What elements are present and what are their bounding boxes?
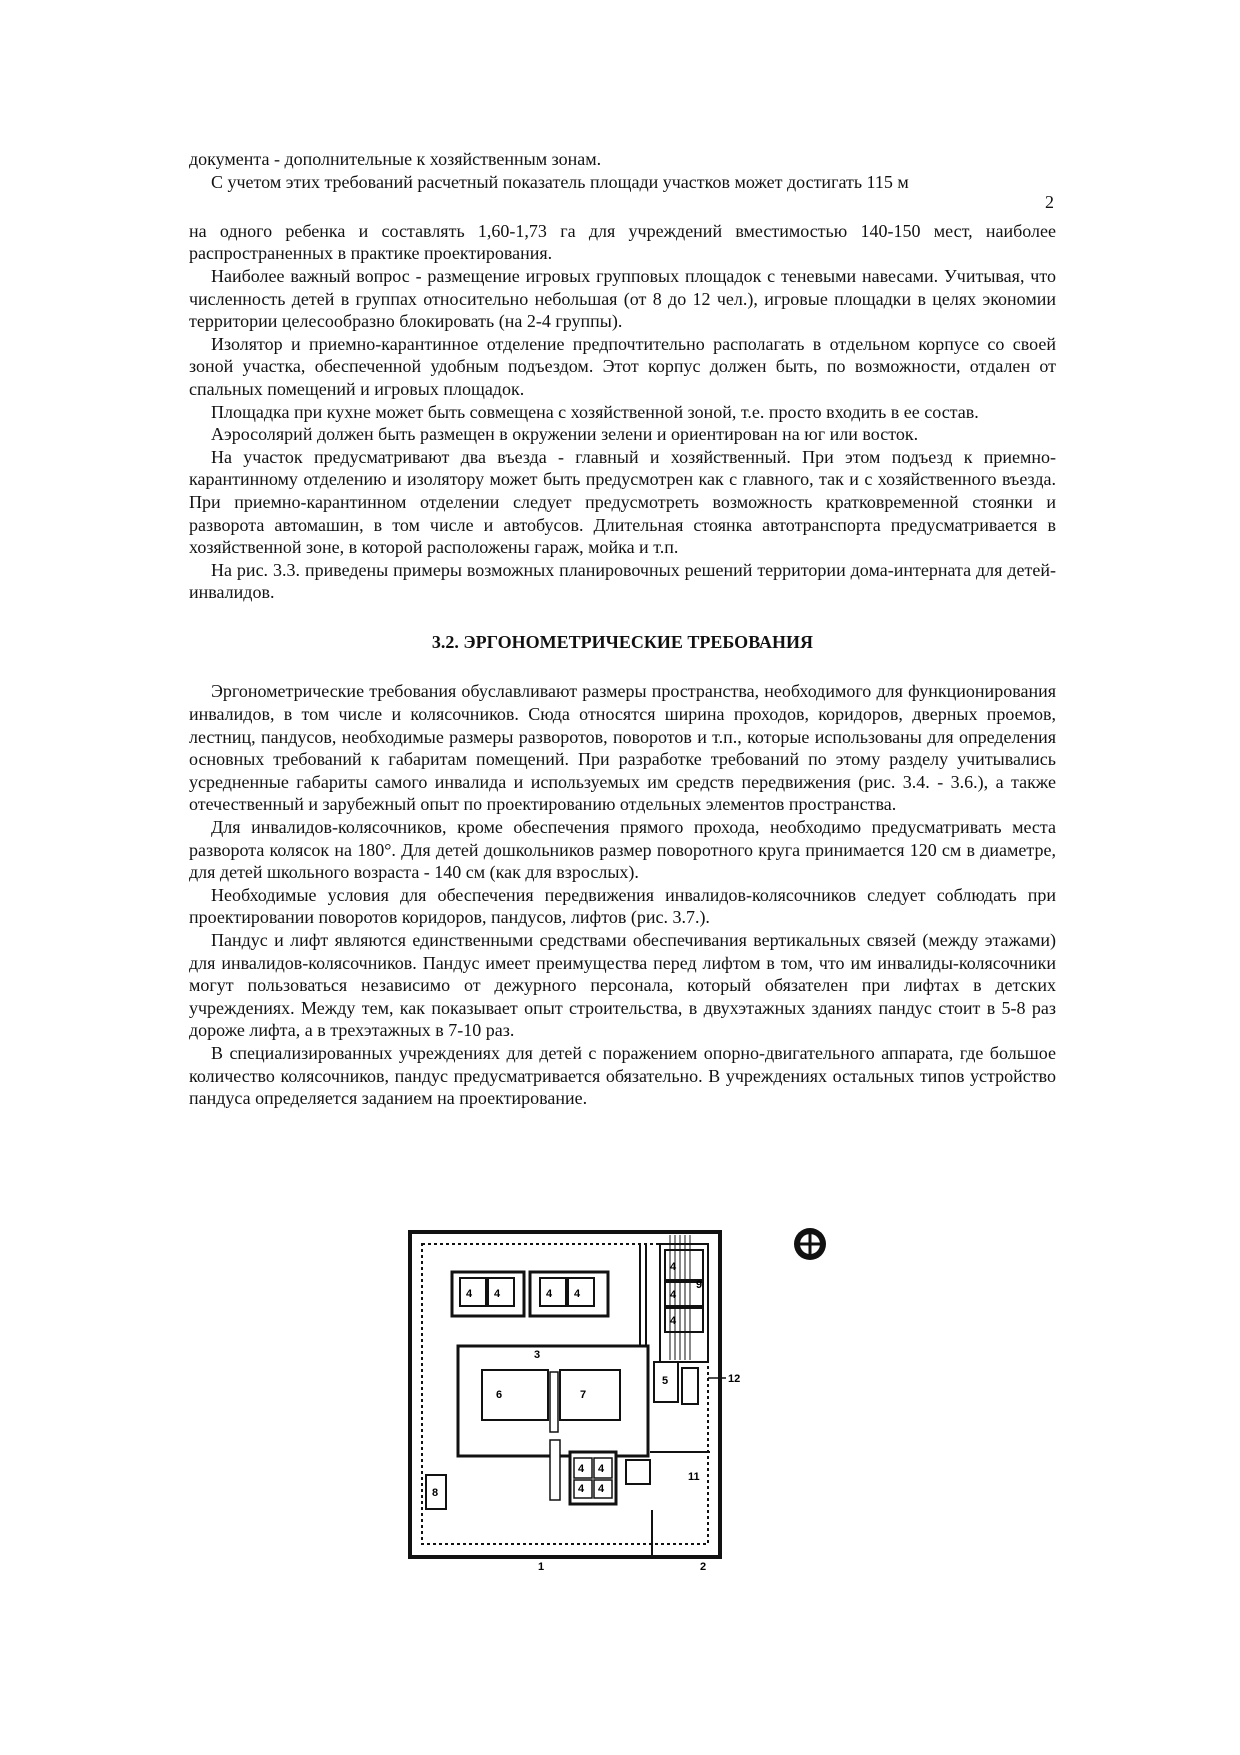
paragraph: На рис. 3.3. приведены примеры возможных планировочных решений территории дома-интерната для детей-инвалидов. [189,559,1056,603]
paragraph: Пандус и лифт являются единственными средствами обеспечивания вертикальных связей (между этажами) для инвалидов-колясочников. Пандус имеет преимущества перед лифтом в том, что им инвалиды-колясочники могут пользоваться независимо от дежурного персонала, который обязателен при лифтах в детских учреждениях. Между тем, как показывает опыт строительства, в двухэтажных зданиях пандус стоит в 5-8 раз дороже лифта, а в трехэтажных в 7-10 раз. [189,930,1056,1041]
paragraph: Аэросолярий должен быть размещен в окружении зелени и ориентирован на юг или восток. [211,424,919,445]
figure-label: 4 [578,1483,585,1495]
figure-label: 4 [494,1288,501,1300]
paragraph: В специализированных учреждениях для детей с поражением опорно-двигательного аппарата, где большое количество колясочников, пандус предусматривается обязательно. В учреждениях остальных типов устройство пандуса определяется заданием на проектирование. [189,1042,1056,1109]
building-wing [560,1370,620,1420]
paragraph: Площадка при кухне может быть совмещена с хозяйственной зоной, т.е. просто входить в ее состав. [211,401,979,422]
figure-label: 4 [598,1463,605,1475]
paragraph: документа - дополнительные к хозяйственным зонам. [189,149,602,169]
paragraph: Изолятор и приемно-карантинное отделение предпочтительно располагать в отдельном корпусе со своей зоной участка, обеспеченной удобным подъездом. Этот корпус должен быть, по возможности, отдален от спальных помещений и игровых площадок. [189,333,1056,399]
figure-label: 4 [578,1463,585,1475]
figure-label: 4 [546,1288,553,1300]
figure-label: 4 [466,1288,473,1300]
playground-unit [488,1278,514,1306]
paragraph: на одного ребенка и составлять 1,60-1,73 га для учреждений вместимостью 140-150 мест, наиболее распространенных в практике проектирования. [189,220,1056,264]
paragraph: Эргонометрические требования обуславливают размеры пространства, необходимого для функционирования инвалидов, в том числе и колясочников. Сюда относятся ширина проходов, коридоров, дверных проемов, лестниц, пандусов, необходимые размеры разворотов, поворотов и т.п., которые использованы для определения основных требований к габаритам помещений. При разработке требований по этому разделу учитывались усредненные габариты самого инвалида и используемых им средств передвижения (рис. 3.4. - 3.6.), а также отечественный и зарубежный опыт по проектированию отдельных элементов пространства. [189,681,1056,815]
figure-label: 6 [496,1389,503,1401]
connector [550,1372,558,1432]
figure-label: 9 [696,1279,703,1291]
figure-label: 4 [574,1288,581,1300]
paragraph: Для инвалидов-колясочников, кроме обеспечения прямого прохода, необходимо предусматривать места разворота колясок на 180°. Для детей дошкольников размер поворотного круга принимается 120 см в диаметре, для детей школьного возраста - 140 см (как для взрослых). [189,817,1056,883]
small-building [626,1460,650,1484]
figure-label: 2 [700,1561,707,1570]
paragraph: На участок предусматривают два въезда - главный и хозяйственный. При этом подъезд к приемно-карантинному отделению и изолятору может быть предусмотрен как с главного, так и с хозяйственного въезда. При приемно-карантинном отделении следует предусмотреть возможность кратковременной стоянки и разворота автомашин, в том числе и автобусов. Длительная стоянка автотранспорта предусматривается в хозяйственной зоне, в которой расположены гараж, мойка и т.п. [189,446,1056,558]
playground-unit [540,1278,566,1306]
figure-label: 7 [580,1389,587,1401]
figure-label: 8 [432,1487,439,1499]
figure-label: 4 [670,1261,677,1273]
text-column [189,148,1056,1110]
building-wing [482,1370,548,1420]
paragraph: С учетом этих требований расчетный показатель площади участков может достигать 115 м [211,171,909,192]
figure-label: 4 [598,1483,605,1495]
paragraph: Наиболее важный вопрос - размещение игровых групповых площадок с теневыми навесами. Учитывая, что численность детей в группах относительно небольшая (от 8 до 12 чел.), игровые площадки в целях экономии территории целесообразно блокировать (на 2-4 группы). [189,265,1056,332]
paragraph: Необходимые условия для обеспечения передвижения инвалидов-колясочников следует соблюдать при проектировании поворотов коридоров, пандусов, лифтов (рис. 3.7.). [189,884,1056,928]
figure-label: 5 [662,1375,669,1387]
superscript-note: 2 [1045,192,1054,213]
compass-icon [794,1228,826,1260]
figure-label: 12 [728,1373,741,1385]
figure-label: 4 [670,1289,677,1301]
garage [682,1368,698,1404]
playground-unit [460,1278,486,1306]
connector [550,1440,560,1500]
figure-label: 1 [538,1561,545,1570]
figure-label: 3 [534,1349,541,1361]
figure-label: 11 [688,1471,700,1483]
figure-label: 4 [670,1315,677,1327]
site-plan-figure [400,1220,850,1570]
section-heading: 3.2. ЭРГОНОМЕТРИЧЕСКИЕ ТРЕБОВАНИЯ [431,631,814,652]
playground-unit [568,1278,594,1306]
